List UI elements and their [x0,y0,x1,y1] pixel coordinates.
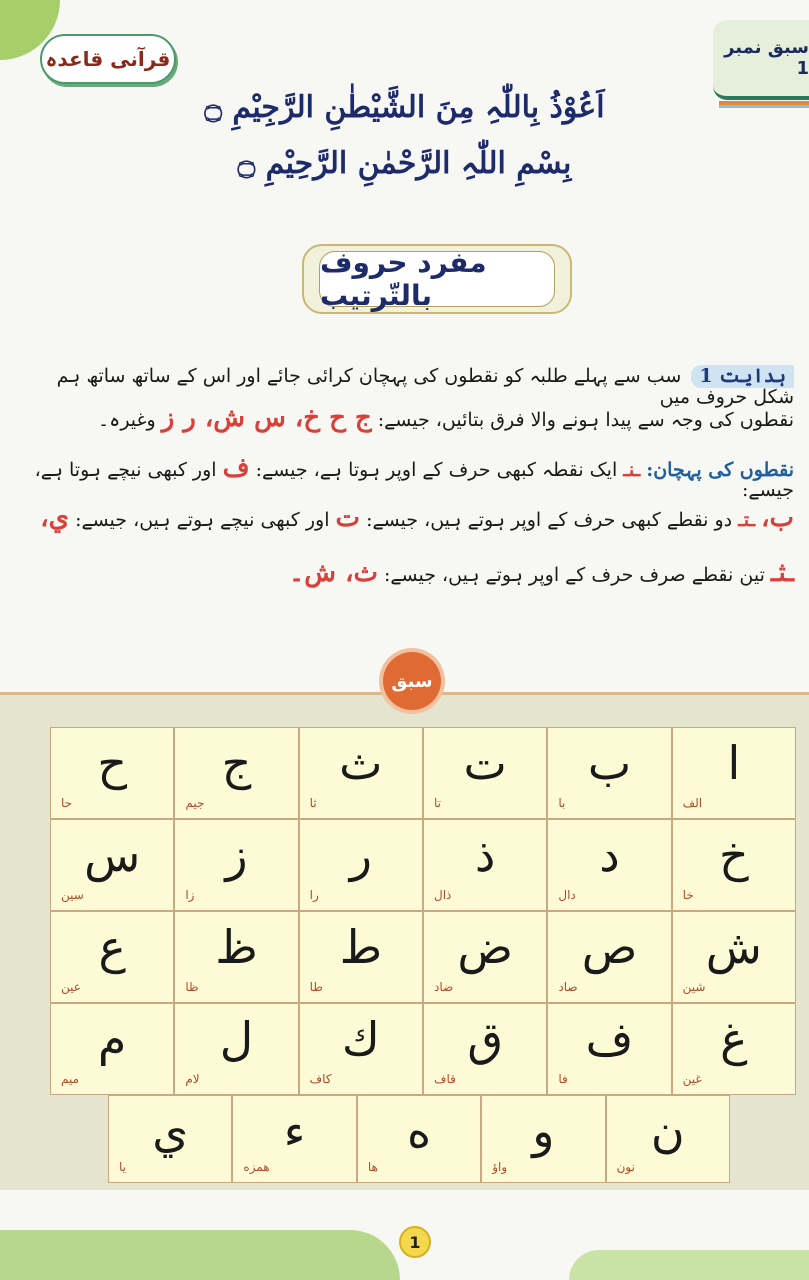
letter-cell [423,819,547,911]
letter-glyph: ص [581,920,638,974]
letter-name: فا [558,1072,568,1086]
instruction-text: اور کبھی نیچے ہوتا ہے، جیسے: [34,459,794,501]
letter-name: صاد [558,980,578,994]
instruction-tag: ہدایت 1 [691,365,794,388]
letter-glyph: ا [727,736,741,790]
section-title-frame [302,244,572,314]
letter-cell [672,727,796,819]
letter-name: نون [616,1160,635,1174]
letter-glyph: ء [283,1104,306,1158]
instruction-line-5 [214,560,794,586]
letter-cell [174,1003,298,1095]
instruction-text: ایک نقطہ کبھی حرف کے اوپر ہوتا ہے، جیسے: [255,459,618,481]
letter-name: ضاد [434,980,454,994]
instruction-text: تین نقطے صرف حرف کے اوپر ہوتے ہیں، جیسے: [384,564,765,586]
letter-glyph: ك [341,1012,380,1066]
instruction-line-3 [14,455,794,500]
instruction-text: وغیرہ۔ [98,409,156,431]
letter-name: الف [682,796,703,810]
example-letter: ب، [761,503,794,533]
letter-name: دال [558,888,576,902]
letter-name: قاف [434,1072,456,1086]
letter-name: با [558,796,566,810]
letter-glyph: م [97,1012,127,1066]
instruction-text: دو نقطے کبھی حرف کے اوپر ہوتے ہیں، جیسے: [366,509,733,531]
instruction-line-4 [14,505,794,531]
letter-glyph: ب [587,736,632,790]
letter-name: جیم [185,796,205,810]
letter-glyph: ج [221,736,252,790]
lesson-number-tab: سبق نمبر 1 [713,20,809,100]
letter-name: واؤ [492,1160,508,1174]
letter-glyph: د [599,828,620,882]
instruction-text: نقطوں کی وجہ سے پیدا ہونے والا فرق بتائیں، جیسے: [377,409,794,431]
letter-name: لام [185,1072,200,1086]
instruction-line-1 [14,365,794,407]
letter-glyph: خ [718,828,749,882]
letter-cell [357,1095,481,1183]
letter-name: تا [434,796,441,810]
letter-name: میم [61,1072,80,1086]
letter-glyph: ع [98,920,126,974]
letter-cell [174,727,298,819]
letter-name: عین [61,980,81,994]
letter-cell [481,1095,605,1183]
letter-glyph: و [532,1104,555,1158]
letter-name: طا [309,980,323,994]
letter-cell [547,911,671,1003]
letter-cell [547,727,671,819]
page-number: 1 [399,1226,431,1258]
letter-cell [423,1003,547,1095]
letter-cell [672,1003,796,1095]
letter-name: ذال [434,888,452,902]
letter-cell [108,1095,232,1183]
lesson-badge: سبق [383,652,441,710]
letter-cell [174,819,298,911]
example-letter: ف [222,453,250,483]
letter-glyph: ي [152,1104,189,1158]
letter-cell [299,819,423,911]
taawwuz: اَعُوْذُ بِاللّٰہِ مِنَ الشَّیْطٰنِ الرَّجِیْمِ ۝ [204,90,605,125]
letter-cell [50,1003,174,1095]
example-letter: ي، [40,503,70,533]
letter-cell [174,911,298,1003]
letter-cell [299,911,423,1003]
letter-name: ثا [309,796,317,810]
letter-name: یا [119,1160,126,1174]
letter-cell [50,819,174,911]
letter-cell [232,1095,356,1183]
dot-mark: ـنـ [623,459,641,481]
letter-glyph: ر [349,828,372,882]
letter-cell [423,911,547,1003]
letter-glyph: ث [339,736,383,790]
dot-mark: ـتـ [738,509,756,531]
letter-name: را [309,888,319,902]
letter-glyph: ت [463,736,507,790]
bottom-decoration-right [569,1250,809,1280]
letter-cell [299,727,423,819]
letter-name: شین [682,980,706,994]
letter-glyph: ظ [215,920,258,974]
letter-glyph: ذ [474,828,496,882]
letter-cell [606,1095,730,1183]
letter-glyph: ز [225,828,248,882]
dot-mark: ـثـ [770,558,794,588]
letter-name: کاف [309,1072,332,1086]
letter-name: خا [682,888,694,902]
letter-glyph: ه [406,1104,432,1158]
letter-cell [672,819,796,911]
letter-name: غین [682,1072,702,1086]
letter-cell [299,1003,423,1095]
letter-glyph: س [84,828,141,882]
instruction-text: اور کبھی نیچے ہوتے ہیں، جیسے: [75,509,330,531]
letter-name: ها [367,1160,378,1174]
letter-cell [672,911,796,1003]
letter-glyph: ش [705,920,762,974]
instruction-line-2 [14,405,794,431]
book-title-badge: قرآنی قاعدہ [40,34,176,84]
bottom-decoration [0,1230,400,1280]
section-title: مفرد حروف بالتّرتیب [319,251,555,307]
letters-grid-last-row [108,1095,730,1183]
letter-name: همزه [243,1160,270,1174]
letter-cell [50,727,174,819]
letter-glyph: ح [97,736,128,790]
basmala: بِسْمِ اللّٰہِ الرَّحْمٰنِ الرَّحِیْمِ ۝ [237,146,572,181]
letter-cell [423,727,547,819]
instruction-text: سب سے پہلے طلبہ کو نقطوں کی پہچان کرائی جائے اور اس کے ساتھ ساتھ ہم شکل حروف میں [56,365,794,408]
letter-glyph: ل [219,1012,254,1066]
letter-cell [50,911,174,1003]
letter-name: زا [185,888,195,902]
letter-name: حا [61,796,73,810]
letter-cell [547,819,671,911]
letter-name: ظا [185,980,199,994]
dots-label: نقطوں کی پہچان: [646,459,794,481]
example-letters: ث، ش۔ [289,558,378,588]
letter-name: سین [61,888,84,902]
letter-glyph: غ [720,1012,748,1066]
letter-glyph: ق [467,1012,504,1066]
letter-glyph: ف [585,1012,634,1066]
letters-grid [50,727,796,1095]
example-letters: ج ح خ، س ش، ر ز [161,403,372,433]
letter-glyph: ط [339,920,383,974]
letter-glyph: ن [650,1104,685,1158]
letter-glyph: ض [457,920,513,974]
letter-cell [547,1003,671,1095]
example-letter: ت [335,503,361,533]
